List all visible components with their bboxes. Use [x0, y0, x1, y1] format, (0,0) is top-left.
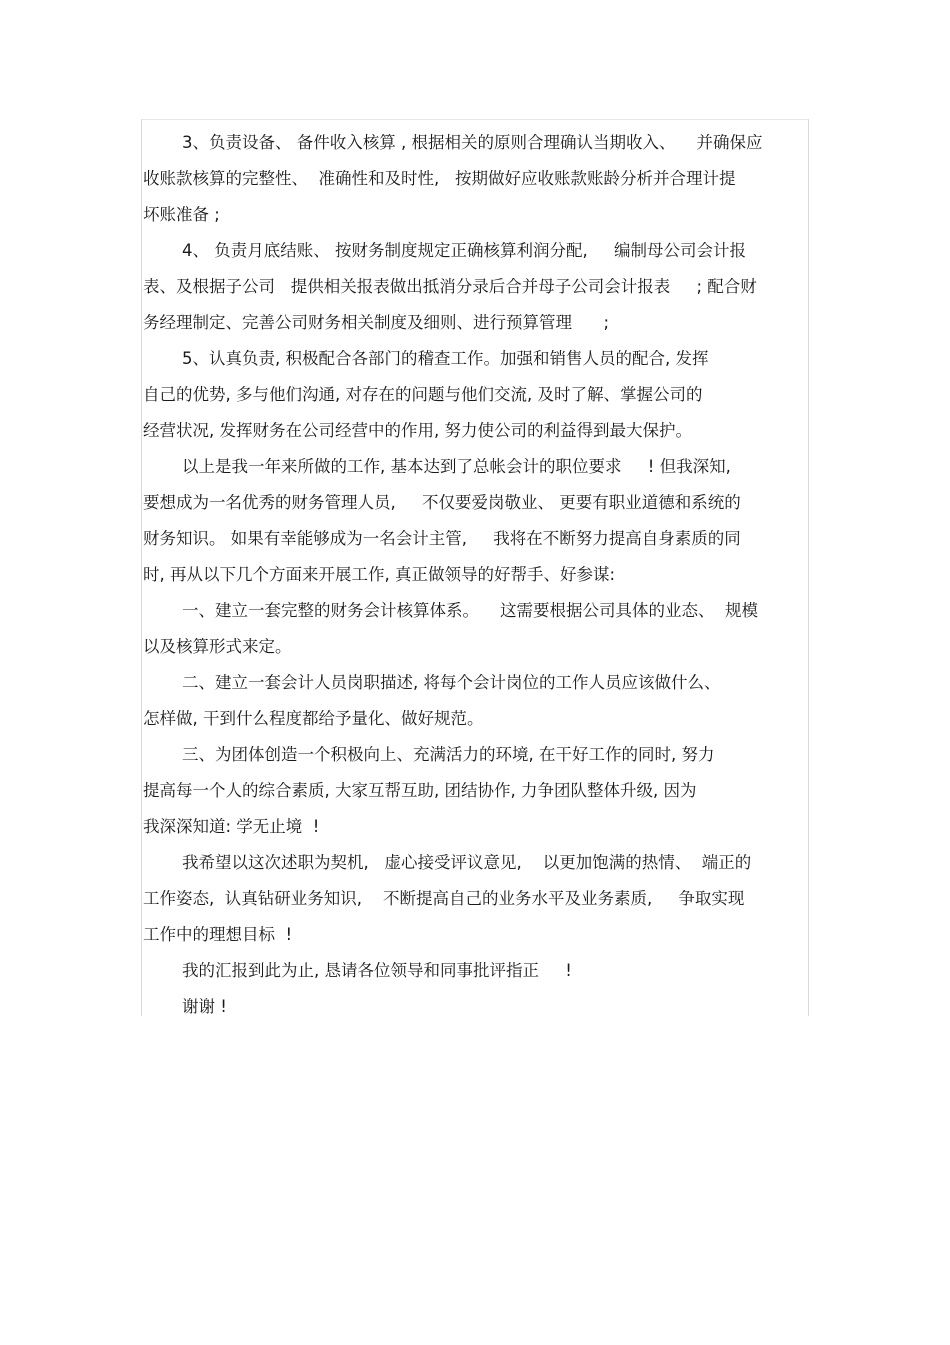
- paragraph-line: 三、为团体创造一个积极向上、充满活力的环境, 在干好工作的同时, 努力: [182, 745, 715, 764]
- paragraph-line: 要想成为一名优秀的财务管理人员, 不仅要爱岗敬业、 更要有职业道德和系统的: [143, 493, 741, 512]
- paragraph-line: 3、负责设备、 备件收入核算 , 根据相关的原则合理确认当期收入、 并确保应: [182, 133, 763, 152]
- paragraph-line: 我希望以这次述职为契机, 虚心接受评议意见, 以更加饱满的热情、 端正的: [182, 853, 752, 872]
- paragraph-line: 经营状况, 发挥财务在公司经营中的作用, 努力使公司的利益得到最大保护。: [143, 421, 692, 440]
- paragraph-line: 工作姿态, 认真钻研业务知识, 不断提高自己的业务水平及业务素质, 争取实现: [143, 889, 745, 908]
- paragraph-line: 二、建立一套会计人员岗职描述, 将每个会计岗位的工作人员应该做什么、: [182, 673, 721, 692]
- paragraph-line: 提高每一个人的综合素质, 大家互帮互助, 团结协作, 力争团队整体升级, 因为: [143, 781, 697, 800]
- paragraph-line: 财务知识。 如果有幸能够成为一名会计主管, 我将在不断努力提高自身素质的同: [143, 529, 741, 548]
- paragraph-line: 谢谢 !: [182, 997, 227, 1016]
- paragraph-line: 自己的优势, 多与他们沟通, 对存在的问题与他们交流, 及时了解、掌握公司的: [143, 385, 703, 404]
- paragraph-line: 以及核算形式来定。: [143, 637, 292, 656]
- document-body: [143, 125, 807, 1025]
- paragraph-line: 工作中的理想目标 !: [143, 925, 293, 944]
- paragraph-line: 收账款核算的完整性、 准确性和及时性, 按期做好应收账款账龄分析并合理计提: [143, 169, 736, 188]
- paragraph-line: 表、及根据子公司 提供相关报表做出抵消分录后合并母子公司会计报表 ; 配合财: [143, 277, 757, 296]
- paragraph-line: 坏账准备 ;: [143, 205, 220, 224]
- paragraph-line: 怎样做, 干到什么程度都给予量化、做好规范。: [143, 709, 484, 728]
- paragraph-line: 一、建立一套完整的财务会计核算体系。 这需要根据公司具体的业态、 规模: [182, 601, 758, 620]
- paragraph-line: 我深深知道: 学无止境 !: [143, 817, 320, 836]
- paragraph-line: 5、认真负责, 积极配合各部门的稽查工作。加强和销售人员的配合, 发挥: [182, 349, 709, 368]
- paragraph-line: 务经理制定、完善公司财务相关制度及细则、进行预算管理 ;: [143, 313, 610, 332]
- paragraph-line: 以上是我一年来所做的工作, 基本达到了总帐会计的职位要求 ! 但我深知,: [182, 457, 731, 476]
- paragraph-line: 我的汇报到此为止, 恳请各位领导和同事批评指正 !: [182, 961, 572, 980]
- paragraph-line: 时, 再从以下几个方面来开展工作, 真正做领导的好帮手、好参谋:: [143, 565, 616, 584]
- paragraph-line: 4、 负责月底结账、 按财务制度规定正确核算利润分配, 编制母公司会计报: [182, 241, 746, 260]
